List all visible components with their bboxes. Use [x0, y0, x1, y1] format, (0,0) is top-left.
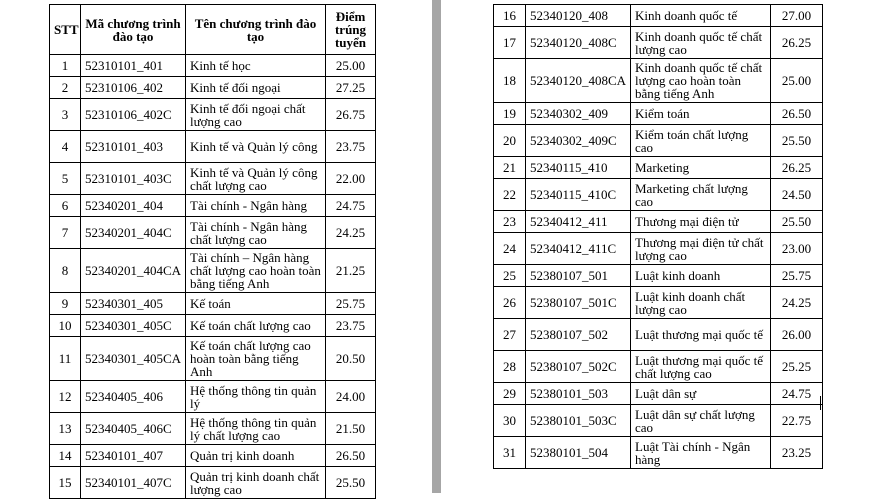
- row-program-name: Kinh tế và Quản lý công: [186, 131, 326, 163]
- row-program-name: Hệ thống thông tin quản lý chất lượng cao: [186, 413, 326, 445]
- row-score: 26.75: [326, 99, 376, 131]
- header-name: Tên chương trình đào tạo: [186, 5, 326, 55]
- row-stt: 26: [494, 287, 526, 319]
- row-stt: 30: [494, 405, 526, 437]
- row-program-name: Tài chính - Ngân hàng chất lượng cao: [186, 217, 326, 249]
- row-score: 25.50: [771, 125, 823, 157]
- row-code: 52340301_405C: [81, 315, 186, 337]
- row-stt: 10: [50, 315, 81, 337]
- row-score: 25.50: [326, 467, 376, 499]
- row-code: 52380107_502C: [526, 351, 631, 383]
- row-score: 23.75: [326, 131, 376, 163]
- row-code: 52340115_410C: [526, 179, 631, 211]
- row-code: 52310101_403: [81, 131, 186, 163]
- table-row: [494, 211, 823, 233]
- row-code: 52340405_406C: [81, 413, 186, 445]
- row-stt: 18: [494, 59, 526, 103]
- row-program-name: Hệ thống thông tin quản lý: [186, 381, 326, 413]
- row-score: 26.25: [771, 27, 823, 59]
- row-code: 52380107_501: [526, 265, 631, 287]
- header-row: [50, 5, 376, 55]
- row-code: 52310101_403C: [81, 163, 186, 195]
- row-score: 24.75: [326, 195, 376, 217]
- table-row: [494, 351, 823, 383]
- row-stt: 17: [494, 27, 526, 59]
- row-program-name: Tài chính – Ngân hàng chất lượng cao hoàn toàn bằng tiếng Anh: [186, 249, 326, 293]
- table-row: [494, 437, 823, 469]
- table-row: [50, 315, 376, 337]
- table-row: [494, 405, 823, 437]
- row-code: 52340302_409C: [526, 125, 631, 157]
- row-code: 52380107_502: [526, 319, 631, 351]
- header-stt: STT: [50, 5, 81, 55]
- row-program-name: Quản trị kinh doanh: [186, 445, 326, 467]
- table-row: [50, 55, 376, 77]
- row-score: 24.00: [326, 381, 376, 413]
- table-row: [50, 77, 376, 99]
- row-stt: 13: [50, 413, 81, 445]
- table-row: [50, 467, 376, 499]
- row-program-name: Kinh doanh quốc tế chất lượng cao: [631, 27, 771, 59]
- table-row: [494, 265, 823, 287]
- row-stt: 14: [50, 445, 81, 467]
- row-score: 22.75: [771, 405, 823, 437]
- row-stt: 31: [494, 437, 526, 469]
- row-code: 52340201_404C: [81, 217, 186, 249]
- row-code: 52340301_405: [81, 293, 186, 315]
- row-code: 52340201_404CA: [81, 249, 186, 293]
- table-row: [494, 125, 823, 157]
- text-cursor: [820, 396, 821, 410]
- table-row: [50, 249, 376, 293]
- row-score: 25.75: [771, 265, 823, 287]
- row-score: 21.50: [326, 413, 376, 445]
- row-program-name: Kinh tế đối ngoại: [186, 77, 326, 99]
- row-score: 25.50: [771, 211, 823, 233]
- row-stt: 28: [494, 351, 526, 383]
- row-score: 26.25: [771, 157, 823, 179]
- row-stt: 3: [50, 99, 81, 131]
- row-program-name: Kinh tế học: [186, 55, 326, 77]
- table-row: [494, 179, 823, 211]
- row-program-name: Luật dân sự chất lượng cao: [631, 405, 771, 437]
- table-row: [494, 59, 823, 103]
- row-stt: 2: [50, 77, 81, 99]
- row-code: 52340101_407: [81, 445, 186, 467]
- row-score: 23.75: [326, 315, 376, 337]
- row-program-name: Kinh tế đối ngoại chất lượng cao: [186, 99, 326, 131]
- row-program-name: Thương mại điện tử: [631, 211, 771, 233]
- table-row: [50, 99, 376, 131]
- row-score: 26.00: [771, 319, 823, 351]
- row-stt: 15: [50, 467, 81, 499]
- table-row: [50, 163, 376, 195]
- table-row: [494, 233, 823, 265]
- admission-table-right: [493, 4, 823, 469]
- row-code: 52340405_406: [81, 381, 186, 413]
- row-code: 52340412_411: [526, 211, 631, 233]
- row-score: 23.25: [771, 437, 823, 469]
- row-code: 52340120_408: [526, 5, 631, 27]
- row-stt: 20: [494, 125, 526, 157]
- row-code: 52340120_408CA: [526, 59, 631, 103]
- row-program-name: Quản trị kinh doanh chất lượng cao: [186, 467, 326, 499]
- row-code: 52340101_407C: [81, 467, 186, 499]
- row-score: 26.50: [326, 445, 376, 467]
- row-score: 25.00: [771, 59, 823, 103]
- table-row: [494, 287, 823, 319]
- row-score: 24.75: [771, 383, 823, 405]
- row-score: 25.00: [326, 55, 376, 77]
- row-stt: 4: [50, 131, 81, 163]
- row-program-name: Luật thương mại quốc tế: [631, 319, 771, 351]
- row-score: 26.50: [771, 103, 823, 125]
- header-score: Điểm trúng tuyển: [326, 5, 376, 55]
- table-row: [50, 337, 376, 381]
- row-code: 52340302_409: [526, 103, 631, 125]
- row-stt: 11: [50, 337, 81, 381]
- admission-table-left: [49, 4, 376, 499]
- row-code: 52310101_401: [81, 55, 186, 77]
- row-stt: 9: [50, 293, 81, 315]
- row-stt: 22: [494, 179, 526, 211]
- row-program-name: Kiểm toán chất lượng cao: [631, 125, 771, 157]
- row-score: 24.25: [771, 287, 823, 319]
- row-stt: 23: [494, 211, 526, 233]
- table-row: [494, 27, 823, 59]
- row-stt: 27: [494, 319, 526, 351]
- row-score: 24.25: [326, 217, 376, 249]
- row-score: 24.50: [771, 179, 823, 211]
- row-code: 52380101_503: [526, 383, 631, 405]
- row-program-name: Kinh doanh quốc tế: [631, 5, 771, 27]
- row-program-name: Kinh doanh quốc tế chất lượng cao hoàn toàn bằng tiếng Anh: [631, 59, 771, 103]
- row-program-name: Luật kinh doanh: [631, 265, 771, 287]
- row-score: 21.25: [326, 249, 376, 293]
- row-program-name: Kiểm toán: [631, 103, 771, 125]
- row-program-name: Kế toán chất lượng cao: [186, 315, 326, 337]
- table-row: [494, 383, 823, 405]
- row-program-name: Luật dân sự: [631, 383, 771, 405]
- row-code: 52340201_404: [81, 195, 186, 217]
- row-score: 22.00: [326, 163, 376, 195]
- row-stt: 8: [50, 249, 81, 293]
- row-program-name: Luật Tài chính - Ngân hàng: [631, 437, 771, 469]
- header-code: Mã chương trình đào tạo: [81, 5, 186, 55]
- row-stt: 19: [494, 103, 526, 125]
- row-stt: 12: [50, 381, 81, 413]
- table-row: [50, 131, 376, 163]
- row-score: 25.75: [326, 293, 376, 315]
- page-gutter: [432, 0, 441, 493]
- row-code: 52380107_501C: [526, 287, 631, 319]
- row-code: 52340412_411C: [526, 233, 631, 265]
- row-score: 27.00: [771, 5, 823, 27]
- table-row: [50, 217, 376, 249]
- row-program-name: Kế toán chất lượng cao hoàn toàn bằng tiếng Anh: [186, 337, 326, 381]
- row-program-name: Tài chính - Ngân hàng: [186, 195, 326, 217]
- row-stt: 24: [494, 233, 526, 265]
- row-stt: 5: [50, 163, 81, 195]
- row-program-name: Kế toán: [186, 293, 326, 315]
- row-program-name: Thương mại điện tử chất lượng cao: [631, 233, 771, 265]
- table-row: [494, 103, 823, 125]
- table-row: [50, 413, 376, 445]
- row-program-name: Marketing: [631, 157, 771, 179]
- row-stt: 25: [494, 265, 526, 287]
- row-program-name: Marketing chất lượng cao: [631, 179, 771, 211]
- row-score: 23.00: [771, 233, 823, 265]
- table-row: [50, 381, 376, 413]
- row-code: 52380101_504: [526, 437, 631, 469]
- row-program-name: Luật kinh doanh chất lượng cao: [631, 287, 771, 319]
- row-code: 52340115_410: [526, 157, 631, 179]
- table-row: [50, 445, 376, 467]
- row-code: 52340301_405CA: [81, 337, 186, 381]
- row-stt: 7: [50, 217, 81, 249]
- row-code: 52340120_408C: [526, 27, 631, 59]
- row-code: 52380101_503C: [526, 405, 631, 437]
- row-stt: 1: [50, 55, 81, 77]
- row-score: 27.25: [326, 77, 376, 99]
- table-row: [50, 195, 376, 217]
- row-score: 25.25: [771, 351, 823, 383]
- table-row: [494, 5, 823, 27]
- table-row: [50, 293, 376, 315]
- row-code: 52310106_402: [81, 77, 186, 99]
- row-code: 52310106_402C: [81, 99, 186, 131]
- row-score: 20.50: [326, 337, 376, 381]
- table-row: [494, 157, 823, 179]
- row-program-name: Kinh tế và Quản lý công chất lượng cao: [186, 163, 326, 195]
- table-row: [494, 319, 823, 351]
- row-stt: 21: [494, 157, 526, 179]
- row-stt: 16: [494, 5, 526, 27]
- row-stt: 6: [50, 195, 81, 217]
- row-stt: 29: [494, 383, 526, 405]
- row-program-name: Luật thương mại quốc tế chất lượng cao: [631, 351, 771, 383]
